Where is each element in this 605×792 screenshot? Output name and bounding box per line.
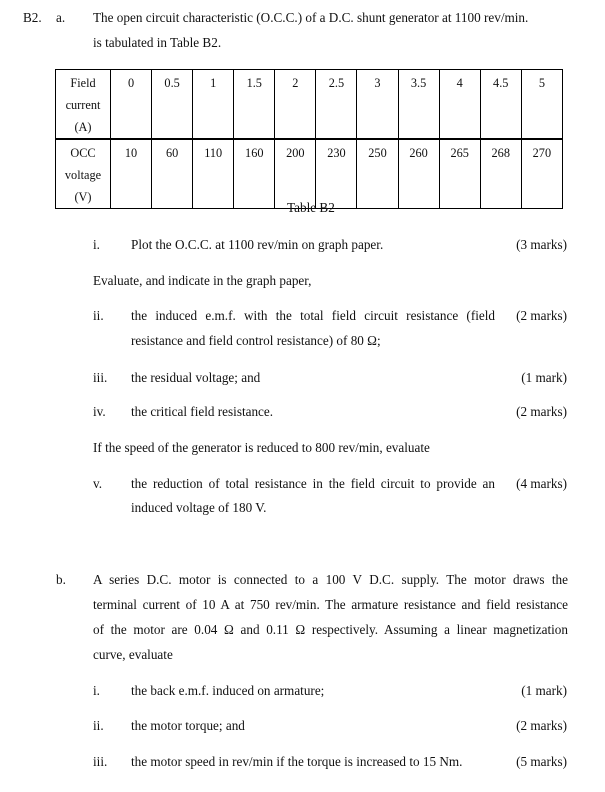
occ-table <box>55 69 563 209</box>
part-b-line3: of the motor are 0.04 Ω and 0.11 Ω respectively. Assuming a linear magnetization <box>93 622 568 637</box>
q-a-iii-text: the residual voltage; and <box>131 370 261 385</box>
occ-voltage-cell: 270 <box>521 139 562 209</box>
q-a-ii-number: ii. <box>93 308 104 323</box>
field-current-cell: 0.5 <box>152 70 193 140</box>
q-b-ii-text: the motor torque; and <box>131 718 245 733</box>
q-a-v-marks: (4 marks) <box>516 476 567 491</box>
part-b-line1: A series D.C. motor is connected to a 100 V D.C. supply. The motor draws the <box>93 572 568 587</box>
field-current-cell: 1 <box>193 70 234 140</box>
occ-voltage-cell: 110 <box>193 139 234 209</box>
q-b-iii-number: iii. <box>93 754 108 769</box>
field-current-cell: 5 <box>521 70 562 140</box>
q-b-i-text: the back e.m.f. induced on armature; <box>131 683 325 698</box>
field-current-cell: 3 <box>357 70 398 140</box>
question-number: B2. <box>23 10 42 25</box>
evaluate-instruction: Evaluate, and indicate in the graph paper, <box>93 273 312 288</box>
q-b-i-marks: (1 mark) <box>521 683 567 698</box>
part-a-intro-line1: The open circuit characteristic (O.C.C.) of a D.C. shunt generator at 1100 rev/min. <box>93 10 529 25</box>
q-b-ii-marks: (2 marks) <box>516 718 567 733</box>
q-a-ii-line1: the induced e.m.f. with the total field circuit resistance (field <box>131 308 495 323</box>
field-current-cell: 4 <box>439 70 480 140</box>
q-a-i-marks: (3 marks) <box>516 237 567 252</box>
part-b-line4: curve, evaluate <box>93 647 173 662</box>
q-a-v-line1: the reduction of total resistance in the field circuit to provide an <box>131 476 495 491</box>
q-b-i-number: i. <box>93 683 100 698</box>
part-b-line2: terminal current of 10 A at 750 rev/min. The armature resistance and field resistance <box>93 597 568 612</box>
occ-voltage-cell: 10 <box>111 139 152 209</box>
q-b-iii-marks: (5 marks) <box>516 754 567 769</box>
field-current-cell: 2.5 <box>316 70 357 140</box>
field-current-cell: 4.5 <box>480 70 521 140</box>
q-a-iv-number: iv. <box>93 404 106 419</box>
occ-voltage-cell: 250 <box>357 139 398 209</box>
q-a-v-number: v. <box>93 476 103 491</box>
occ-voltage-cell: 265 <box>439 139 480 209</box>
q-a-i-text: Plot the O.C.C. at 1100 rev/min on graph paper. <box>131 237 384 252</box>
occ-voltage-cell: 260 <box>398 139 439 209</box>
q-a-v-line2: induced voltage of 180 V. <box>131 500 267 515</box>
q-a-iv-marks: (2 marks) <box>516 404 567 419</box>
field-current-cell: 0 <box>111 70 152 140</box>
occ-voltage-cell: 60 <box>152 139 193 209</box>
field-current-cell: 1.5 <box>234 70 275 140</box>
q-a-ii-line2: resistance and field control resistance) of 80 Ω; <box>131 333 381 348</box>
q-a-ii-marks: (2 marks) <box>516 308 567 323</box>
q-b-iii-text: the motor speed in rev/min if the torque is increased to 15 Nm. <box>131 754 463 769</box>
part-a-intro-line2: is tabulated in Table B2. <box>93 35 222 50</box>
occ-voltage-cell: 268 <box>480 139 521 209</box>
q-a-iii-number: iii. <box>93 370 108 385</box>
field-current-label: Field current (A) <box>56 70 111 140</box>
part-b-label: b. <box>56 572 66 587</box>
occ-voltage-label: OCC voltage (V) <box>56 139 111 209</box>
field-current-cell: 3.5 <box>398 70 439 140</box>
part-a-label: a. <box>56 10 66 25</box>
q-a-iv-text: the critical field resistance. <box>131 404 274 419</box>
occ-voltage-cell: 200 <box>275 139 316 209</box>
speed-instruction: If the speed of the generator is reduced to 800 rev/min, evaluate <box>93 440 430 455</box>
q-a-iii-marks: (1 mark) <box>521 370 567 385</box>
occ-voltage-row <box>56 139 563 209</box>
occ-voltage-cell: 230 <box>316 139 357 209</box>
q-a-i-number: i. <box>93 237 100 252</box>
table-caption: Table B2 <box>287 200 335 215</box>
field-current-row <box>56 70 563 140</box>
field-current-cell: 2 <box>275 70 316 140</box>
q-b-ii-number: ii. <box>93 718 104 733</box>
occ-voltage-cell: 160 <box>234 139 275 209</box>
